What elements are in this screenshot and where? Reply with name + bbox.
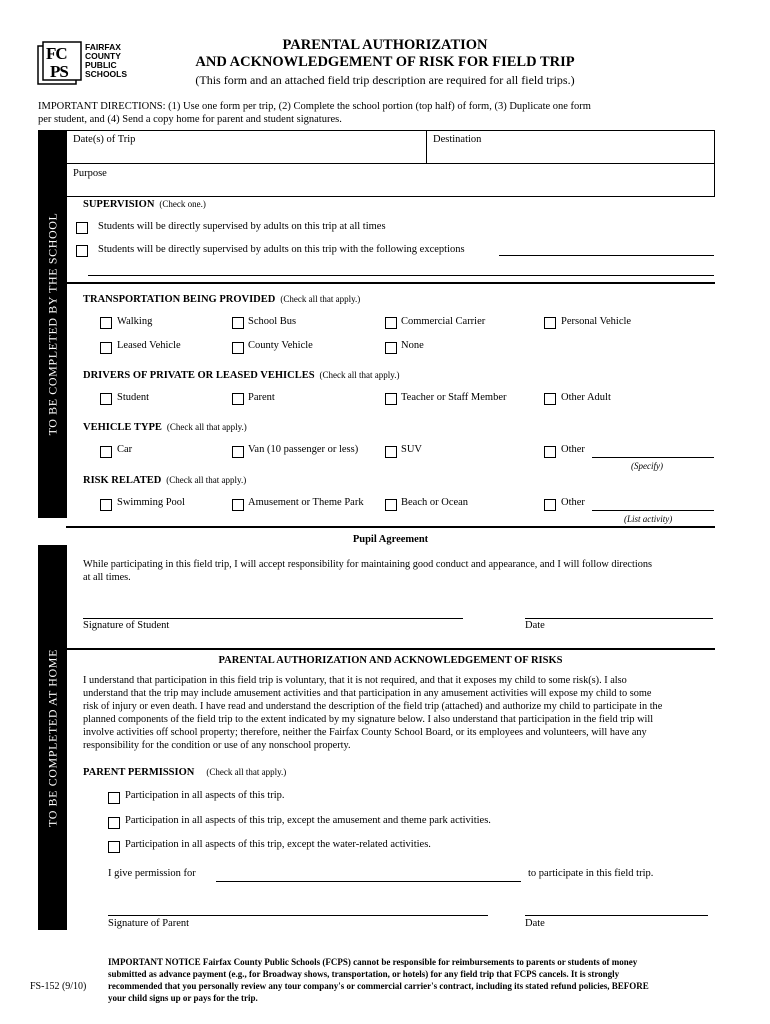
supervision-exceptions-line1[interactable] bbox=[499, 255, 714, 256]
student-date-line[interactable] bbox=[525, 618, 713, 619]
child-name-line[interactable] bbox=[216, 881, 521, 882]
personal-vehicle-checkbox[interactable] bbox=[544, 317, 556, 329]
vehicle-suv-label: SUV bbox=[401, 444, 423, 455]
leased-vehicle-checkbox[interactable] bbox=[100, 342, 112, 354]
vehicle-other-checkbox[interactable] bbox=[544, 446, 556, 458]
vehicle-van-label: Van (10 passenger or less) bbox=[248, 444, 359, 455]
parent-signature-label: Signature of Parent bbox=[108, 918, 190, 929]
parental-text-line3: risk of injury or even death. I have read and understand the description of the field trip (attached) and authorize my child to participate in the bbox=[83, 701, 663, 712]
risk-other-label: Other bbox=[561, 497, 585, 508]
permission-except-water-checkbox[interactable] bbox=[108, 841, 120, 853]
school-bus-label: School Bus bbox=[248, 316, 297, 327]
permission-except-water-label: Participation in all aspects of this trip, except the water-related activities. bbox=[125, 839, 431, 850]
risk-amusement-park-checkbox[interactable] bbox=[232, 499, 244, 511]
parent-date-label: Date bbox=[525, 918, 545, 929]
vehicle-other-specify-line[interactable] bbox=[592, 457, 714, 458]
student-signature-line[interactable] bbox=[83, 618, 463, 619]
vehicle-other-label: Other bbox=[561, 444, 585, 455]
parental-authorization-heading: PARENTAL AUTHORIZATION AND ACKNOWLEDGEMENT OF RISKS bbox=[218, 655, 563, 666]
risk-swimming-pool-label: Swimming Pool bbox=[117, 497, 185, 508]
risk-beach-ocean-checkbox[interactable] bbox=[385, 499, 397, 511]
vehicle-car-checkbox[interactable] bbox=[100, 446, 112, 458]
commercial-carrier-label: Commercial Carrier bbox=[401, 316, 486, 327]
form-title-line2: AND ACKNOWLEDGEMENT OF RISK FOR FIELD TRIP bbox=[195, 54, 575, 70]
county-vehicle-checkbox[interactable] bbox=[232, 342, 244, 354]
driver-teacher-label: Teacher or Staff Member bbox=[401, 392, 507, 403]
walking-checkbox[interactable] bbox=[100, 317, 112, 329]
school-bus-checkbox[interactable] bbox=[232, 317, 244, 329]
important-notice-line3: recommended that you personally review any tour company's or commercial carrier's contract, including its stated refund policies, BEFORE bbox=[108, 981, 649, 991]
none-checkbox[interactable] bbox=[385, 342, 397, 354]
logo-text-line2: COUNTY bbox=[85, 51, 121, 61]
driver-teacher-checkbox[interactable] bbox=[385, 393, 397, 405]
none-label: None bbox=[401, 340, 424, 351]
parental-text-line5: involve activities off school property; therefore, neither the Fairfax County School Board, or its employees and volunteers, will have any bbox=[83, 727, 647, 738]
trip-divider bbox=[66, 163, 715, 164]
vehicle-suv-checkbox[interactable] bbox=[385, 446, 397, 458]
supervision-all-times-label: Students will be directly supervised by adults on this trip at all times bbox=[98, 221, 386, 232]
dates-of-trip-field[interactable] bbox=[67, 146, 425, 162]
driver-other-adult-label: Other Adult bbox=[561, 392, 611, 403]
leased-vehicle-label: Leased Vehicle bbox=[117, 340, 181, 351]
pupil-agreement-text-line2: at all times. bbox=[83, 572, 131, 583]
personal-vehicle-label: Personal Vehicle bbox=[561, 316, 632, 327]
directions-line2: per student, and (4) Send a copy home for parent and student signatures. bbox=[38, 114, 342, 125]
permission-except-amusement-checkbox[interactable] bbox=[108, 817, 120, 829]
county-vehicle-label: County Vehicle bbox=[248, 340, 313, 351]
section-divider-pupil bbox=[66, 526, 715, 528]
supervision-heading: SUPERVISION (Check one.) bbox=[83, 199, 206, 210]
vehicle-van-checkbox[interactable] bbox=[232, 446, 244, 458]
driver-parent-label: Parent bbox=[248, 392, 275, 403]
parent-signature-line[interactable] bbox=[108, 915, 488, 916]
student-date-label: Date bbox=[525, 620, 545, 631]
risk-other-activity-line[interactable] bbox=[592, 510, 714, 511]
form-title-line1: PARENTAL AUTHORIZATION bbox=[282, 37, 488, 53]
pupil-agreement-heading: Pupil Agreement bbox=[352, 534, 429, 545]
parental-text-line1: I understand that participation in this field trip is voluntary, that it is not required, and that it exposes my child to some risk(s). I also bbox=[83, 675, 627, 686]
walking-label: Walking bbox=[117, 316, 153, 327]
risk-other-checkbox[interactable] bbox=[544, 499, 556, 511]
home-sidebar bbox=[38, 545, 67, 930]
give-permission-label: I give permission for bbox=[108, 868, 196, 879]
destination-label: Destination bbox=[433, 134, 482, 145]
driver-other-adult-checkbox[interactable] bbox=[544, 393, 556, 405]
dates-of-trip-label: Date(s) of Trip bbox=[73, 134, 136, 145]
parental-text-line6: responsibility for the condition or use of any nonschool property. bbox=[83, 740, 351, 751]
supervision-exceptions-checkbox[interactable] bbox=[76, 245, 88, 257]
risk-beach-ocean-label: Beach or Ocean bbox=[401, 497, 469, 508]
pupil-agreement-text-line1: While participating in this field trip, I will accept responsibility for maintaining good conduct and appearance, and I will follow directions bbox=[83, 559, 653, 570]
section-divider-parental bbox=[66, 648, 715, 650]
permission-except-amusement-label: Participation in all aspects of this trip, except the amusement and theme park activities. bbox=[125, 815, 491, 826]
parent-permission-heading: PARENT PERMISSION (Check all that apply.) bbox=[83, 767, 287, 778]
driver-student-label: Student bbox=[117, 392, 150, 403]
to-participate-label: to participate in this field trip. bbox=[528, 868, 654, 879]
directions-line1: IMPORTANT DIRECTIONS: (1) Use one form per trip, (2) Complete the school portion (top half) of form, (3) Duplicate one form bbox=[38, 101, 591, 112]
school-sidebar-label: TO BE COMPLETED BY THE SCHOOL bbox=[45, 212, 59, 436]
vehicle-type-heading: VEHICLE TYPE (Check all that apply.) bbox=[83, 422, 247, 433]
permission-all-aspects-checkbox[interactable] bbox=[108, 792, 120, 804]
form-subtitle: (This form and an attached field trip description are required for all field trips.) bbox=[195, 73, 575, 87]
supervision-exceptions-label: Students will be directly supervised by adults on this trip with the following exceptions bbox=[98, 244, 465, 255]
purpose-field[interactable] bbox=[67, 180, 714, 196]
driver-student-checkbox[interactable] bbox=[100, 393, 112, 405]
commercial-carrier-checkbox[interactable] bbox=[385, 317, 397, 329]
vehicle-car-label: Car bbox=[117, 444, 133, 455]
section-divider-transport bbox=[66, 282, 715, 284]
parental-text-line4: planned components of the field trip to the extent indicated by my signature below. I also understand that participation in the field trip will bbox=[83, 714, 654, 725]
logo-text-line1: FAIRFAX bbox=[85, 42, 121, 52]
important-notice-line4: your child signs up or pays for the trip. bbox=[108, 993, 258, 1003]
transportation-heading: TRANSPORTATION BEING PROVIDED (Check all that apply.) bbox=[83, 294, 361, 305]
parental-text-line2: understand that the trip may include amusement activities and that participation in any amusement activities will expose my child to some bbox=[83, 688, 652, 699]
student-signature-label: Signature of Student bbox=[83, 620, 170, 631]
important-notice-line1: IMPORTANT NOTICE Fairfax County Public Schools (FCPS) cannot be responsible for reimbursements to parents or students of money bbox=[108, 957, 638, 967]
school-sidebar bbox=[38, 130, 67, 518]
specify-hint: (Specify) bbox=[631, 461, 663, 471]
drivers-heading: DRIVERS OF PRIVATE OR LEASED VEHICLES (Check all that apply.) bbox=[83, 370, 400, 381]
supervision-exceptions-line2[interactable] bbox=[88, 275, 714, 276]
important-notice-line2: submitted as advance payment (e.g., for Broadway shows, transportation, or hotels) for any field trip that FCPS cancels. It is strongly bbox=[108, 969, 620, 979]
logo-text-line3: PUBLIC bbox=[85, 60, 117, 70]
risk-amusement-park-label: Amusement or Theme Park bbox=[248, 497, 364, 508]
parent-date-line[interactable] bbox=[525, 915, 708, 916]
home-sidebar-label: TO BE COMPLETED AT HOME bbox=[45, 648, 59, 827]
supervision-all-times-checkbox[interactable] bbox=[76, 222, 88, 234]
permission-all-aspects-label: Participation in all aspects of this trip. bbox=[125, 790, 285, 801]
risk-related-heading: RISK RELATED (Check all that apply.) bbox=[83, 475, 247, 486]
list-activity-hint: (List activity) bbox=[624, 514, 673, 524]
logo-monogram-top: FC bbox=[46, 44, 67, 63]
logo-monogram-bottom: PS bbox=[50, 62, 68, 81]
destination-field[interactable] bbox=[427, 146, 714, 162]
risk-swimming-pool-checkbox[interactable] bbox=[100, 499, 112, 511]
driver-parent-checkbox[interactable] bbox=[232, 393, 244, 405]
form-number: FS-152 (9/10) bbox=[30, 981, 87, 992]
purpose-label: Purpose bbox=[73, 168, 107, 179]
logo-text-line4: SCHOOLS bbox=[85, 69, 128, 79]
